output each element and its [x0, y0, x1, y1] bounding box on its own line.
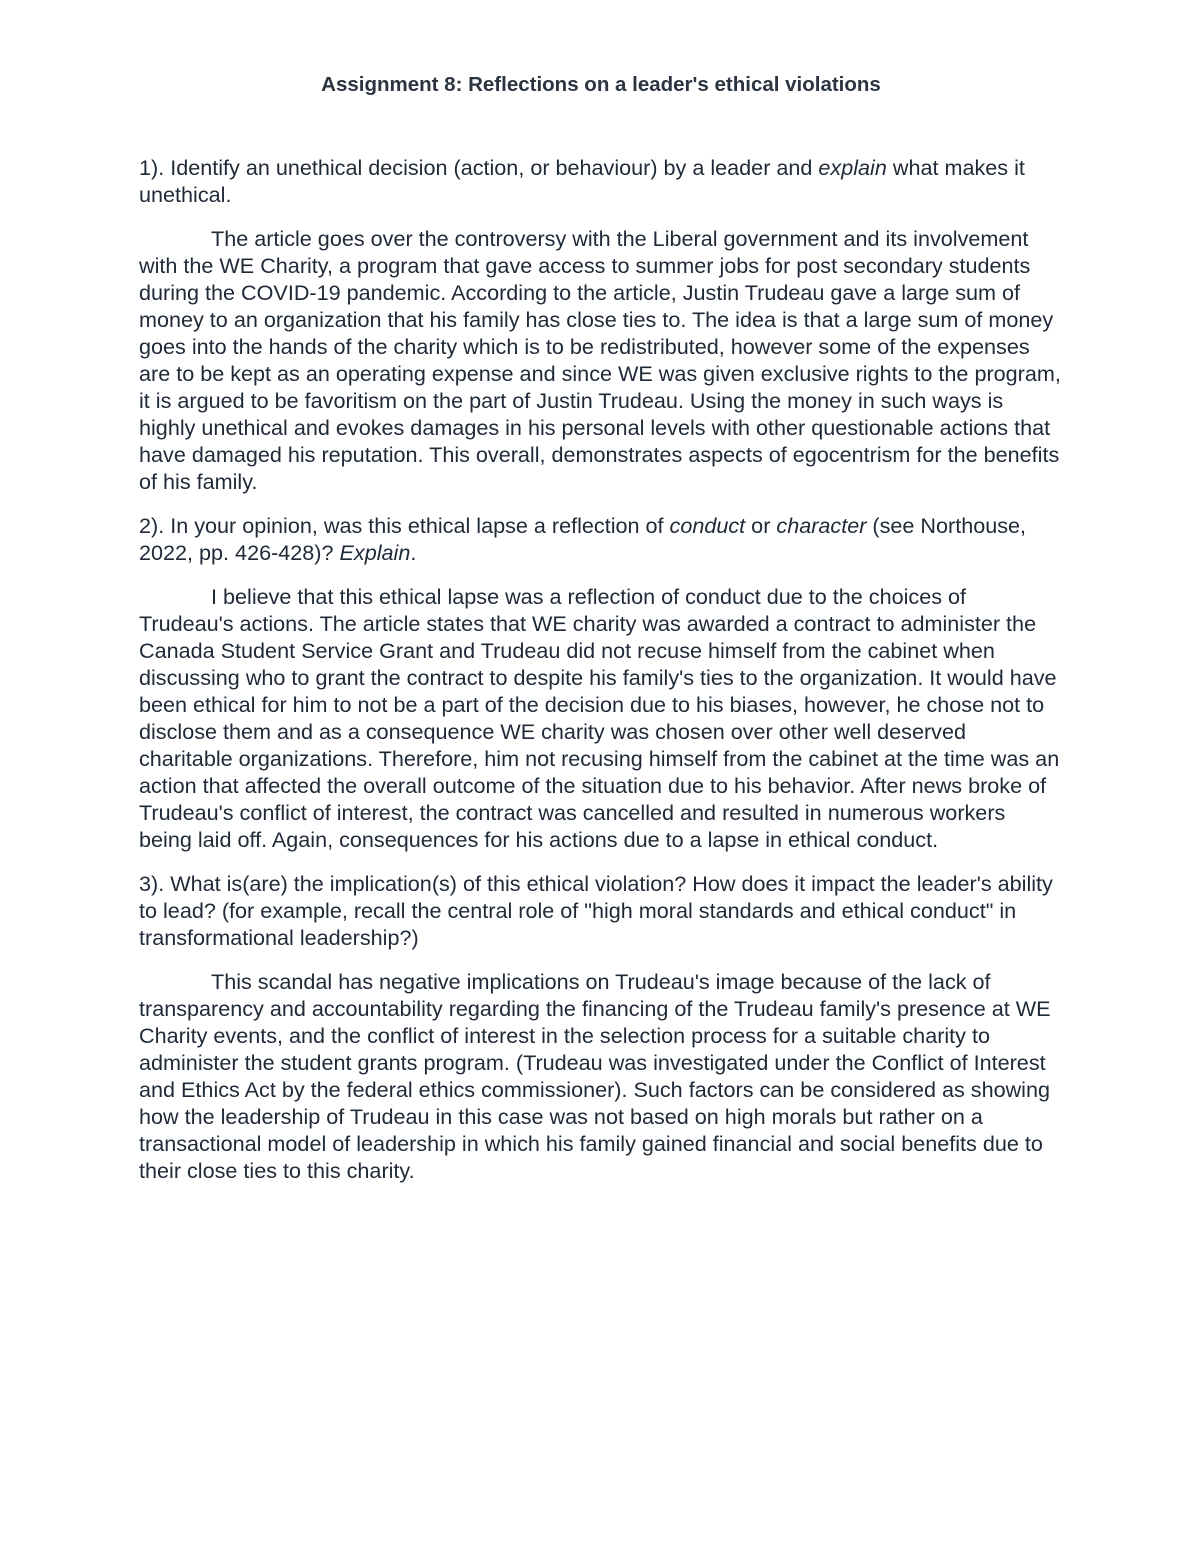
question-2-text-end: . — [410, 540, 417, 565]
answer-3: This scandal has negative implications on Trudeau's image because of the lack of transparency and accountability regarding the financing of the Trudeau family's presence at WE Charity events, and the conflict of interest in the selection process for a suitable charity to administer the student grants program. (Trudeau was investigated under the Conflict of Interest and Ethics Act by the federal ethics commissioner). Such factors can be considered as showing how the leadership of Trudeau in this case was not based on high morals but rather on a transactional model of leadership in which his family gained financial and social benefits due to their close ties to this charity. — [139, 969, 1051, 1183]
question-1 — [139, 154, 1063, 208]
question-2-text: 2). In your opinion, was this ethical lapse a reflection of — [139, 513, 670, 538]
question-2-emphasis-character: character — [776, 513, 867, 538]
document-body — [139, 70, 1063, 1201]
document-title: Assignment 8: Reflections on a leader's ethical violations — [321, 73, 881, 96]
question-2-text-citation: (see Northouse, 2022, pp. 426-428)? — [139, 513, 1027, 565]
question-2-text-or: or — [745, 513, 777, 538]
question-3: 3). What is(are) the implication(s) of this ethical violation? How does it impact the leader's ability to lead? (for example, recall the central role of "high moral standards and ethical conduct" in transformational leadership?) — [139, 871, 1053, 950]
answer-1: The article goes over the controversy with the Liberal government and its involvement with the WE Charity, a program that gave access to summer jobs for post secondary students during the COVID-19 pandemic. According to the article, Justin Trudeau gave a large sum of money to an organization that his family has close ties to. The idea is that a large sum of money goes into the hands of the charity which is to be redistributed, however some of the expenses are to be kept as an operating expense and since WE was given exclusive rights to the program, it is argued to be favoritism on the part of Justin Trudeau. Using the money in such ways is highly unethical and evokes damages in his personal levels with other questionable actions that have damaged his reputation. This overall, demonstrates aspects of egocentrism for the benefits of his family. — [139, 226, 1061, 494]
question-2-emphasis-conduct: conduct — [669, 513, 746, 538]
question-2-emphasis-explain: Explain — [339, 540, 411, 565]
question-1-text: 1). Identify an unethical decision (action, or behaviour) by a leader and — [139, 155, 819, 180]
question-2 — [139, 512, 1063, 566]
answer-2: I believe that this ethical lapse was a reflection of conduct due to the choices of Trudeau's actions. The article states that WE charity was awarded a contract to administer the Canada Student Service Grant and Trudeau did not recuse himself from the cabinet when discussing who to grant the contract to despite his family's ties to the organization. It would have been ethical for him to not be a part of the decision due to his biases, however, he chose not to disclose them and as a consequence WE charity was chosen over other well deserved charitable organizations. Therefore, him not recusing himself from the cabinet at the time was an action that affected the overall outcome of the situation due to his behavior. After news broke of Trudeau's conflict of interest, the contract was cancelled and resulted in numerous workers being laid off. Again, consequences for his actions due to a lapse in ethical conduct. — [139, 584, 1060, 852]
question-1-text-end: what makes it unethical. — [139, 155, 1025, 207]
question-1-emphasis-explain: explain — [818, 155, 887, 180]
